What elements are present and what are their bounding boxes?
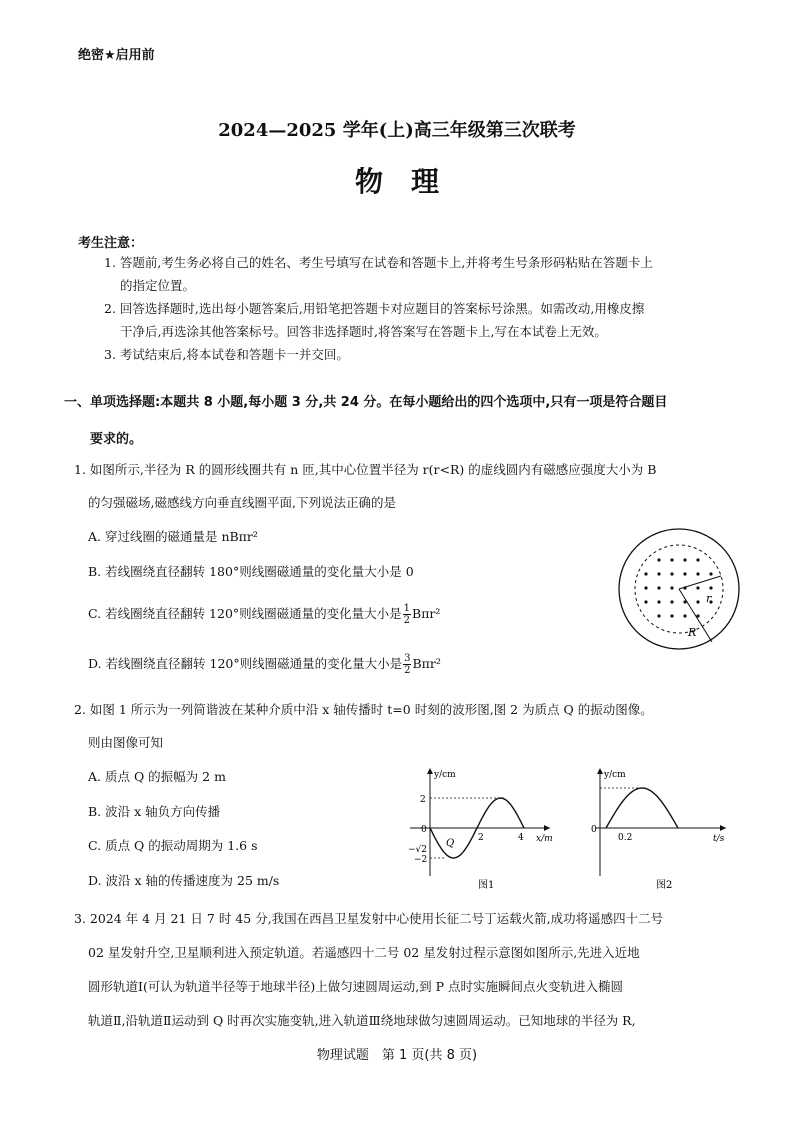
field-dot [657, 572, 660, 575]
q1-coil-figure [614, 524, 744, 654]
vibration-curve [606, 788, 678, 828]
field-dot [670, 572, 673, 575]
fraction-numerator: 1 [403, 603, 411, 614]
notice-heading: 考生注意： [78, 236, 144, 251]
y-axis-arrow [427, 768, 433, 774]
field-dot [696, 586, 699, 589]
q3-stem-cont-3: 轨道Ⅱ,沿轨道Ⅱ运动到 Q 时再次实施变轨,进入轨道Ⅲ绕地球做匀速圆周运动。已知地球的半径为 R, [88, 1013, 636, 1028]
q2-option-b: B. 波沿 x 轴负方向传播 [88, 804, 221, 819]
q2-figure-1-wave [400, 764, 560, 894]
field-dot [683, 614, 686, 617]
fraction-numerator: 3 [404, 653, 411, 664]
q2-option-c: C. 质点 Q 的振动周期为 1.6 s [88, 838, 258, 853]
field-dot [696, 600, 699, 603]
field-dot [644, 586, 647, 589]
confidential-label: 绝密★启用前 [78, 48, 155, 63]
field-dot [683, 558, 686, 561]
y-tick-neg-sqrt2: −√2 [408, 845, 428, 855]
q2-stem: 2. 如图 1 所示为一列简谐波在某种介质中沿 x 轴传播时 t=0 时刻的波形图,图 2 为质点 Q 的振动图像。 [74, 702, 653, 717]
point-q-label: Q [446, 838, 455, 849]
field-dot [670, 600, 673, 603]
section-heading: 一、单项选择题:本题共 8 小题,每小题 3 分,共 24 分。在每小题给出的四个选项中,只有一项是符合题目 [64, 395, 668, 410]
exam-title: 2024—2025 学年(上)高三年级第三次联考 [218, 120, 576, 141]
field-dot [683, 572, 686, 575]
fraction [403, 603, 411, 626]
q2-stem-cont: 则由图像可知 [88, 735, 164, 750]
fraction-denominator: 2 [403, 615, 411, 626]
origin-label: 0 [591, 825, 597, 835]
y-axis-label: y/cm [434, 770, 456, 780]
fraction [403, 653, 411, 676]
notice-item-1-cont: 的指定位置。 [120, 278, 196, 293]
q1-option-d [88, 653, 441, 676]
x-tick-2: 2 [478, 833, 484, 843]
x-tick-4: 4 [518, 833, 524, 843]
notice-item-2-cont: 干净后,再选涂其他答案标号。回答非选择题时,将答案写在答题卡上,写在本试卷上无效。 [120, 324, 607, 339]
field-dot [657, 558, 660, 561]
q1-option-d-text: D. 若线圈绕直径翻转 120°则线圈磁通量的变化量大小是 [88, 656, 403, 671]
field-dot [670, 586, 673, 589]
field-dot [644, 572, 647, 575]
q1-stem: 1. 如图所示,半径为 R 的圆形线圈共有 n 匝,其中心位置半径为 r(r<R) 的虚线圆内有磁感应强度大小为 B [74, 462, 657, 477]
field-dot [709, 586, 712, 589]
t-axis-arrow [720, 825, 726, 831]
x-axis-label: x/m [536, 834, 553, 844]
field-dot [657, 600, 660, 603]
field-dot [670, 614, 673, 617]
field-dot [696, 572, 699, 575]
fraction-denominator: 2 [404, 665, 411, 676]
field-dot [709, 572, 712, 575]
q3-stem-cont-2: 圆形轨道Ⅰ(可认为轨道半径等于地球半径)上做匀速圆周运动,到 P 点时实施瞬间点火变轨进入椭圆 [88, 979, 624, 994]
t-tick-0-2: 0.2 [618, 833, 633, 843]
q1-option-b: B. 若线圈绕直径翻转 180°则线圈磁通量的变化量大小是 0 [88, 564, 414, 579]
q1-option-a: A. 穿过线圈的磁通量是 nBπr² [88, 529, 258, 544]
y-tick-neg-2: −2 [414, 855, 428, 865]
notice-item-2: 2. 回答选择题时,选出每小题答案后,用铅笔把答题卡对应题目的答案标号涂黑。如需改动,用橡皮擦 [104, 301, 645, 316]
radius-R-label: R [688, 626, 697, 639]
y-axis-label: y/cm [604, 770, 626, 780]
q1-option-c-text: C. 若线圈绕直径翻转 120°则线圈磁通量的变化量大小是 [88, 606, 402, 621]
subject-title: 物理 [354, 165, 467, 198]
q1-stem-cont: 的匀强磁场,磁感线方向垂直线圈平面,下列说法正确的是 [88, 495, 396, 510]
q1-option-d-tail: Bπr² [412, 656, 441, 671]
field-dot [644, 600, 647, 603]
radius-r-line [679, 576, 721, 589]
x-axis-arrow [544, 825, 550, 831]
q1-option-c-tail: Bπr² [412, 606, 441, 621]
q3-stem-cont-1: 02 星发射升空,卫星顺利进入预定轨道。若遥感四十二号 02 星发射过程示意图如图所示,先进入近地 [88, 945, 640, 960]
t-axis-label: t/s [713, 834, 725, 844]
radius-r-label: r [706, 592, 712, 605]
figure-1-caption: 图1 [478, 880, 495, 891]
q2-option-a: A. 质点 Q 的振幅为 2 m [88, 769, 226, 784]
y-axis-arrow [597, 768, 603, 774]
q2-figure-2-vibration [586, 764, 736, 894]
page-footer: 物理试题 第 1 页(共 8 页) [316, 1048, 478, 1063]
q1-option-c [88, 603, 440, 626]
field-dot [670, 558, 673, 561]
q2-option-d: D. 波沿 x 轴的传播速度为 25 m/s [88, 873, 280, 888]
q3-stem: 3. 2024 年 4 月 21 日 7 时 45 分,我国在西昌卫星发射中心使用长征二号丁运载火箭,成功将遥感四十二号 [74, 911, 664, 926]
figure-2-caption: 图2 [656, 880, 673, 891]
field-dot [657, 614, 660, 617]
y-tick-2: 2 [420, 795, 426, 805]
magnetic-field-dots [644, 558, 712, 617]
notice-item-3: 3. 考试结束后,将本试卷和答题卡一并交回。 [104, 347, 349, 362]
field-dot [657, 586, 660, 589]
section-heading-cont: 要求的。 [90, 432, 143, 447]
field-dot [696, 558, 699, 561]
notice-item-1: 1. 答题前,考生务必将自己的姓名、考生号填写在试卷和答题卡上,并将考生号条形码粘贴在答题卡上 [104, 255, 653, 270]
origin-label: 0 [421, 825, 427, 835]
